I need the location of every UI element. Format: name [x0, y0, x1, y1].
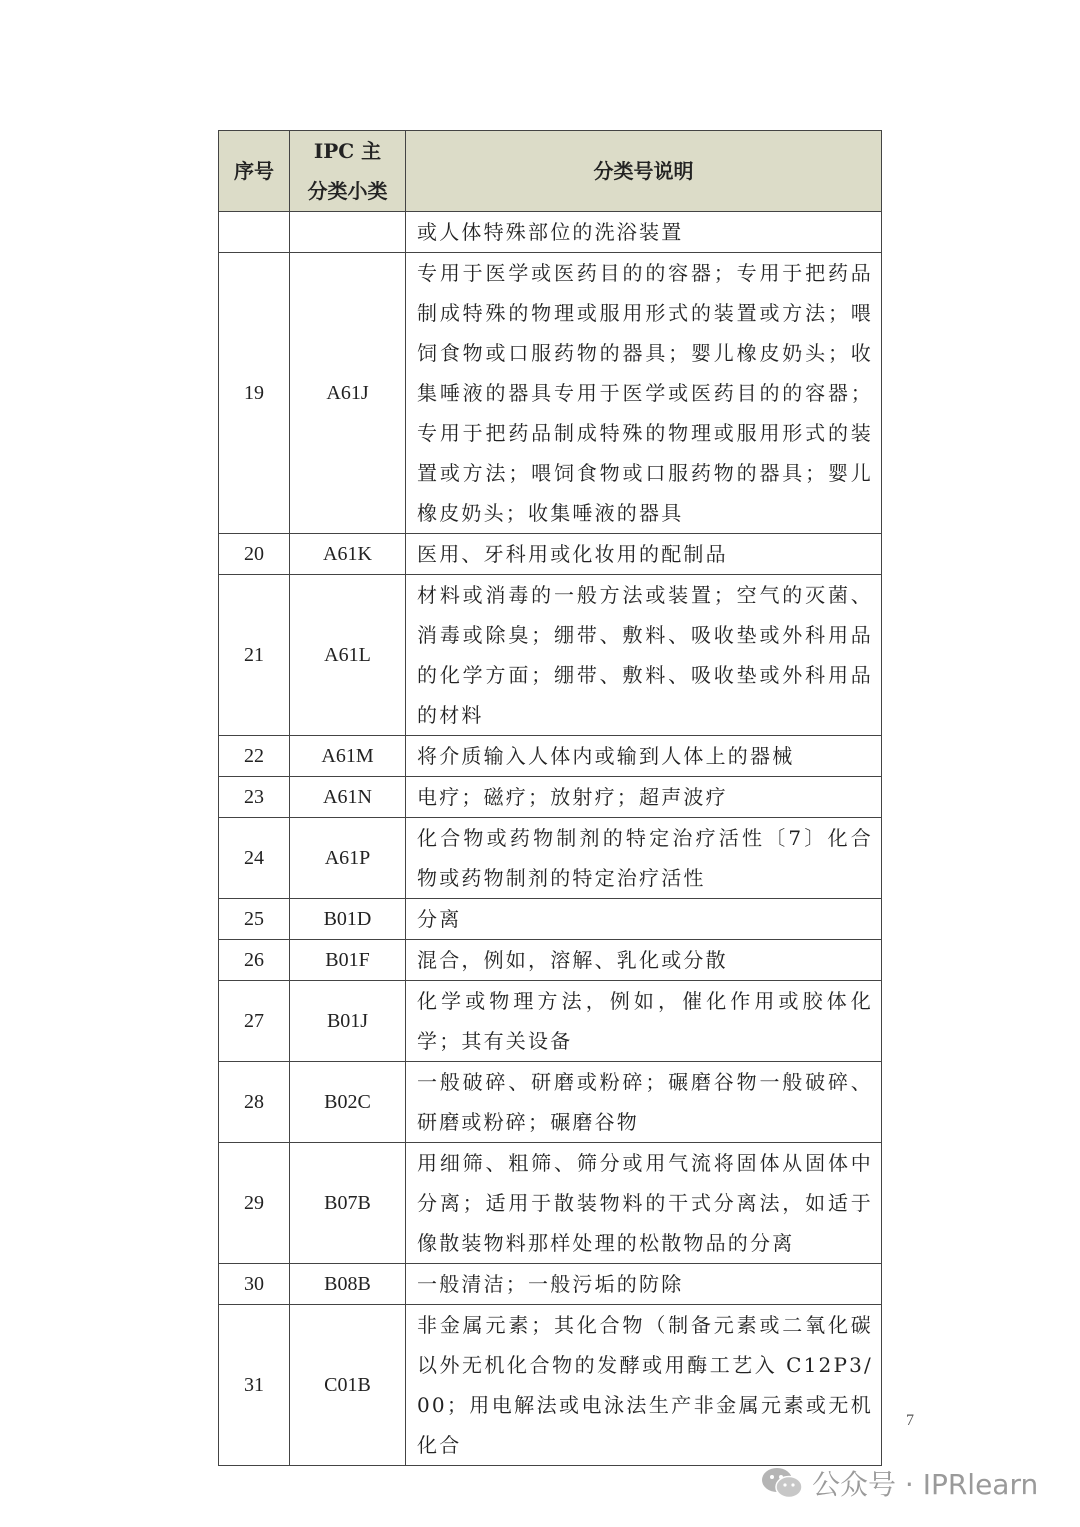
row-serial-number: 22 — [219, 736, 290, 777]
table-row — [219, 981, 882, 1062]
row-serial-number: 23 — [219, 777, 290, 818]
row-ipc-code: B01F — [290, 940, 406, 981]
table-row — [219, 940, 882, 981]
table-row — [219, 1062, 882, 1143]
table-row — [219, 1305, 882, 1466]
row-description: 或人体特殊部位的洗浴装置 — [406, 212, 882, 253]
table-header-row — [219, 131, 882, 212]
row-description: 将介质输入人体内或输到人体上的器械 — [406, 736, 882, 777]
row-description: 分离 — [406, 899, 882, 940]
row-ipc-code: B01J — [290, 981, 406, 1062]
row-serial-number: 27 — [219, 981, 290, 1062]
watermark-text: 公众号 · IPRlearn — [812, 1468, 1039, 1501]
row-ipc-code: B02C — [290, 1062, 406, 1143]
table-row — [219, 253, 882, 534]
table-row — [219, 534, 882, 575]
watermark — [760, 1458, 1038, 1508]
table-row — [219, 575, 882, 736]
row-ipc-code: A61N — [290, 777, 406, 818]
header-description: 分类号说明 — [406, 131, 882, 212]
row-ipc-code: A61M — [290, 736, 406, 777]
row-serial-number: 29 — [219, 1143, 290, 1264]
row-description: 一般清洁；一般污垢的防除 — [406, 1264, 882, 1305]
row-description: 材料或消毒的一般方法或装置；空气的灭菌、消毒或除臭；绷带、敷料、吸收垫或外科用品的化学方面；绷带、敷料、吸收垫或外科用品的材料 — [406, 575, 882, 736]
table-row — [219, 212, 882, 253]
header-serial-number: 序号 — [219, 131, 290, 212]
row-description: 医用、牙科用或化妆用的配制品 — [406, 534, 882, 575]
row-serial-number: 31 — [219, 1305, 290, 1466]
wechat-icon — [760, 1465, 804, 1501]
row-serial-number: 19 — [219, 253, 290, 534]
row-ipc-code: A61K — [290, 534, 406, 575]
row-description: 用细筛、粗筛、筛分或用气流将固体从固体中分离；适用于散装物料的干式分离法，如适于像散装物料那样处理的松散物品的分离 — [406, 1143, 882, 1264]
row-serial-number: 24 — [219, 818, 290, 899]
row-serial-number: 30 — [219, 1264, 290, 1305]
row-ipc-code: A61P — [290, 818, 406, 899]
row-ipc-code: B01D — [290, 899, 406, 940]
table-row — [219, 736, 882, 777]
row-ipc-code: A61L — [290, 575, 406, 736]
row-description: 非金属元素；其化合物（制备元素或二氧化碳以外无机化合物的发酵或用酶工艺入 C12P3/00；用电解法或电泳法生产非金属元素或无机化合 — [406, 1305, 882, 1466]
table-row — [219, 777, 882, 818]
row-serial-number: 21 — [219, 575, 290, 736]
ipc-classification-table — [218, 130, 882, 1466]
table-row — [219, 1264, 882, 1305]
row-ipc-code: B07B — [290, 1143, 406, 1264]
row-serial-number: 20 — [219, 534, 290, 575]
row-description: 专用于医学或医药目的的容器；专用于把药品制成特殊的物理或服用形式的装置或方法；喂饲食物或口服药物的器具；婴儿橡皮奶头；收集唾液的器具专用于医学或医药目的的容器；专用于把药品制成特殊的物理或服用形式的装置或方法；喂饲食物或口服药物的器具；婴儿橡皮奶头；收集唾液的器具 — [406, 253, 882, 534]
row-ipc-code: C01B — [290, 1305, 406, 1466]
row-ipc-code: A61J — [290, 253, 406, 534]
row-serial-number: 28 — [219, 1062, 290, 1143]
table-row — [219, 899, 882, 940]
row-serial-number — [219, 212, 290, 253]
row-ipc-code: B08B — [290, 1264, 406, 1305]
row-description: 化合物或药物制剂的特定治疗活性〔7〕化合物或药物制剂的特定治疗活性 — [406, 818, 882, 899]
row-description: 化学或物理方法，例如，催化作用或胶体化学；其有关设备 — [406, 981, 882, 1062]
row-description: 混合，例如，溶解、乳化或分散 — [406, 940, 882, 981]
row-serial-number: 26 — [219, 940, 290, 981]
row-description: 一般破碎、研磨或粉碎；碾磨谷物一般破碎、研磨或粉碎；碾磨谷物 — [406, 1062, 882, 1143]
row-ipc-code — [290, 212, 406, 253]
page-number: 7 — [906, 1412, 914, 1429]
row-serial-number: 25 — [219, 899, 290, 940]
table-body — [219, 212, 882, 1466]
table-row — [219, 1143, 882, 1264]
row-description: 电疗；磁疗；放射疗；超声波疗 — [406, 777, 882, 818]
table-row — [219, 818, 882, 899]
header-ipc-subclass: IPC 主分类小类 — [290, 131, 406, 212]
